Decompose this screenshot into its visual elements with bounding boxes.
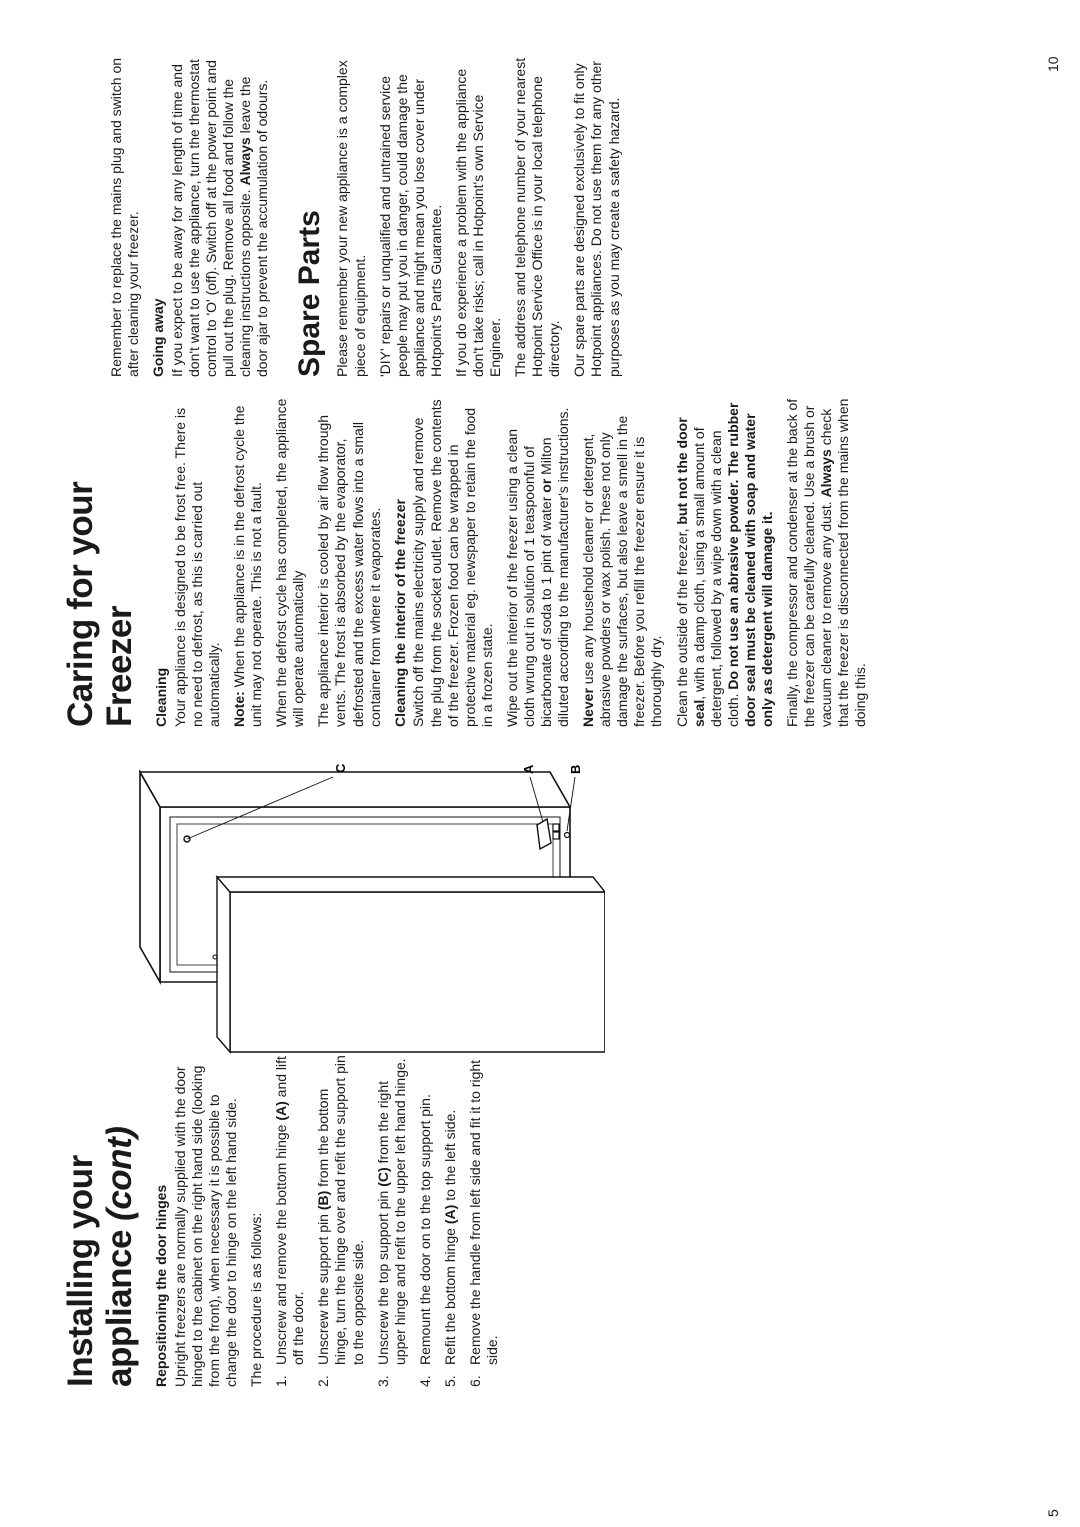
note-text: Note: When the appliance is in the defrost cycle the unit may not operate. This is not a fault. [231,405,265,727]
cleaning-p3: The appliance interior is cooled by air flow through vents. The frost is absorbed by the evaporator, defrosted and the excess water flows into a small container from where it evaporates. [315,414,383,727]
interior-heading: Cleaning the interior of the freezer [391,499,408,727]
label-a: A [521,764,536,774]
page-number-right: 10 [1045,56,1061,72]
label-b: B [568,764,583,774]
cleaning-heading: Cleaning [153,667,169,727]
outside-text: Clean the outside of the freezer, but not the door seal, with a damp cloth, using a small amount of detergent, followed by a wipe down with a clean cloth. Do not use an abrasive powder. The rubber door seal must be cleaned with soap and water only as detergent will damage it. [673,402,775,727]
right-column [108,57,631,377]
spare-parts-title: Spare Parts [293,210,327,377]
cleaning-p1: Your appliance is designed to be frost free. There is no need to defrost, as this is carried out automatically. [171,407,222,727]
step-1: 1. Unscrew and remove the bottom hinge (A) and lift off the door. [273,1056,307,1387]
spare-p4: The address and telephone number of your nearest Hotpoint Service Office is in your local telephone directory. [512,57,563,377]
interior-p2: Wipe out the interior of the freezer using a clean cloth wrung out in solution of 1 teaspoonful of bicarbonate of soda to 1 pint of water or Milton diluted according to the manufacturer's instructions. [503,407,572,727]
freezer-door [230,892,605,1052]
caring-title: Caring for your Freezer [61,481,139,727]
cleaning-p2: When the defrost cycle has completed, the appliance will operate automatically [273,398,307,727]
freezer-door-diagram [135,757,605,1057]
going-away-text: If you expect to be away for any length of time and don't want to use the appliance, turn the thermostat control to 'O' (off). Switch off at the power point and pull out the plug. Remove all food and follow the cleaning instructions opposite. Always leave the door ajar to prevent the accumulation of odours. [168,59,271,377]
procedure-text: The procedure is as follows: [248,1212,265,1387]
spare-p1: Please remember your new appliance is a complex piece of equipment. [334,60,368,377]
spare-p3: If you do experience a problem with the appliance don't take risks; call in Hotpoint's own Service Engineer. [452,68,504,377]
step-5: 5. Refit the bottom hinge (A) to the left side. [441,1109,458,1387]
hinges-heading: Repositioning the door hinges [153,1184,169,1387]
door-top-edge [217,877,230,1052]
hinges-intro: Upright freezers are normally supplied with the door hinged to the cabinet on the right hand side (looking from the front), when necessary it is possible to change the door to hinge on the left hand side. [171,1065,240,1387]
step-3: 3. Unscrew the top support pin (C) from the right upper hinge and refit to the upper left hand hinge. [374,1058,408,1387]
interior-p1: Switch off the mains electricity supply and remove the plug from the socket outlet. Remove the contents of the freezer. Frozen food can be wrapped in protective material eg. newspaper to retain the food in a frozen state. [410,399,495,727]
page-number-left: 5 [1045,1509,1061,1517]
cabinet-side [140,772,570,807]
installing-title: Installing your appliance (cont) [61,1126,139,1387]
label-c: C [333,763,348,773]
installing-column [62,1047,509,1387]
caring-column [62,397,877,727]
remember-text: Remember to replace the mains plug and switch on after cleaning your freezer. [108,57,142,377]
never-text: Never use any household cleaner or detergent, abrasive powders or wax polish. These not only damage the surfaces, but also leave a smell in the freezer. Before you refill the freezer ensure it is thoroughly dry. [580,415,665,727]
going-away-heading: Going away [150,298,167,377]
spare-p2: 'DIY' repairs or unqualified and untrained service people may put you in danger, could damage the appliance and might mean you lose cover under Hotpoint's Parts Guarantee. [376,74,444,377]
step-6: 6. Remove the handle from left side and fit it to right side. [466,1059,500,1387]
finally-text: Finally, the compressor and condenser at the back of the freezer can be carefully cleaned. Use a brush or vacuum cleaner to remove any dust. Always check that the freezer is disconnected from the mains when doing this. [784,398,869,727]
door-side-edge [217,877,605,892]
cabinet-top [140,772,160,982]
step-2: 2. Unscrew the support pin (B) from the bottom hinge, turn the hinge over and refit the support pin to the opposite side. [315,1055,366,1387]
spare-p5: Our spare parts are designed exclusively to fit only Hotpoint appliances. Do not use them for any other purposes as you may create a safety hazard. [571,61,622,377]
step-4: 4. Remount the door on to the top support pin. [416,1094,433,1387]
procedure-steps [273,1047,501,1387]
